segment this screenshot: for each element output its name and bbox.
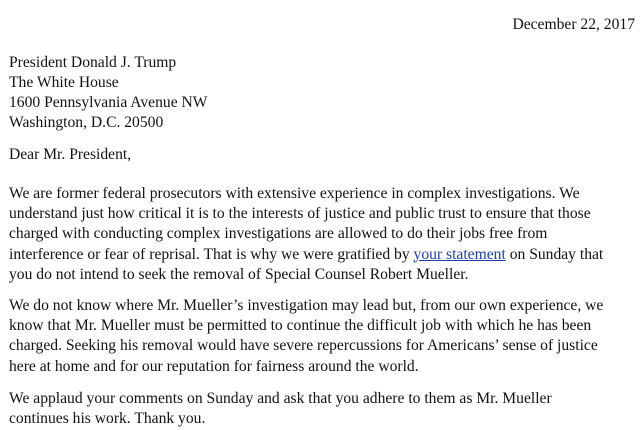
paragraph-3 — [9, 389, 552, 429]
paragraph-2-line: know that Mr. Mueller must be permitted to continue the difficult job with which he has been — [9, 317, 592, 335]
address-line-building: The White House — [9, 74, 119, 91]
paragraph-2 — [9, 296, 603, 377]
paragraph-1-line: you do not intend to seek the removal of Special Counsel Robert Mueller. — [9, 265, 469, 283]
paragraph-2-line: here at home and for our reputation for fairness around the world. — [9, 357, 419, 375]
address-line-name: President Donald J. Trump — [9, 54, 177, 71]
paragraph-1-line-with-link — [9, 245, 603, 265]
paragraph-2-line: charged. Seeking his removal would have severe repercussions for Americans’ sense of justice — [9, 337, 598, 355]
recipient-address — [9, 53, 208, 133]
salutation: Dear Mr. President, — [9, 146, 132, 163]
paragraph-3-line: continues his work. Thank you. — [9, 410, 206, 428]
address-line-street: 1600 Pennsylvania Avenue NW — [9, 94, 208, 111]
address-line-city: Washington, D.C. 20500 — [9, 114, 164, 131]
paragraph-1-line: We are former federal prosecutors with extensive experience in complex investigations. We — [9, 185, 580, 202]
paragraph-2-line: We do not know where Mr. Mueller’s investigation may lead but, from our own experience, we — [9, 297, 604, 314]
paragraph-1 — [9, 184, 603, 285]
paragraph-1-line: charged with conducting complex investigations are allowed to do their jobs free from — [9, 225, 548, 243]
text-after-link: on Sunday that — [505, 245, 604, 263]
text-before-link: interference or fear of reprisal. That is why we were gratified by — [9, 245, 414, 263]
your-statement-link[interactable]: your statement — [413, 245, 506, 263]
paragraph-3-line: We applaud your comments on Sunday and ask that you adhere to them as Mr. Mueller — [9, 390, 552, 407]
paragraph-1-line: understand just how critical it is to the interests of justice and public trust to ensure that those — [9, 205, 591, 223]
letter-date: December 22, 2017 — [512, 16, 635, 33]
